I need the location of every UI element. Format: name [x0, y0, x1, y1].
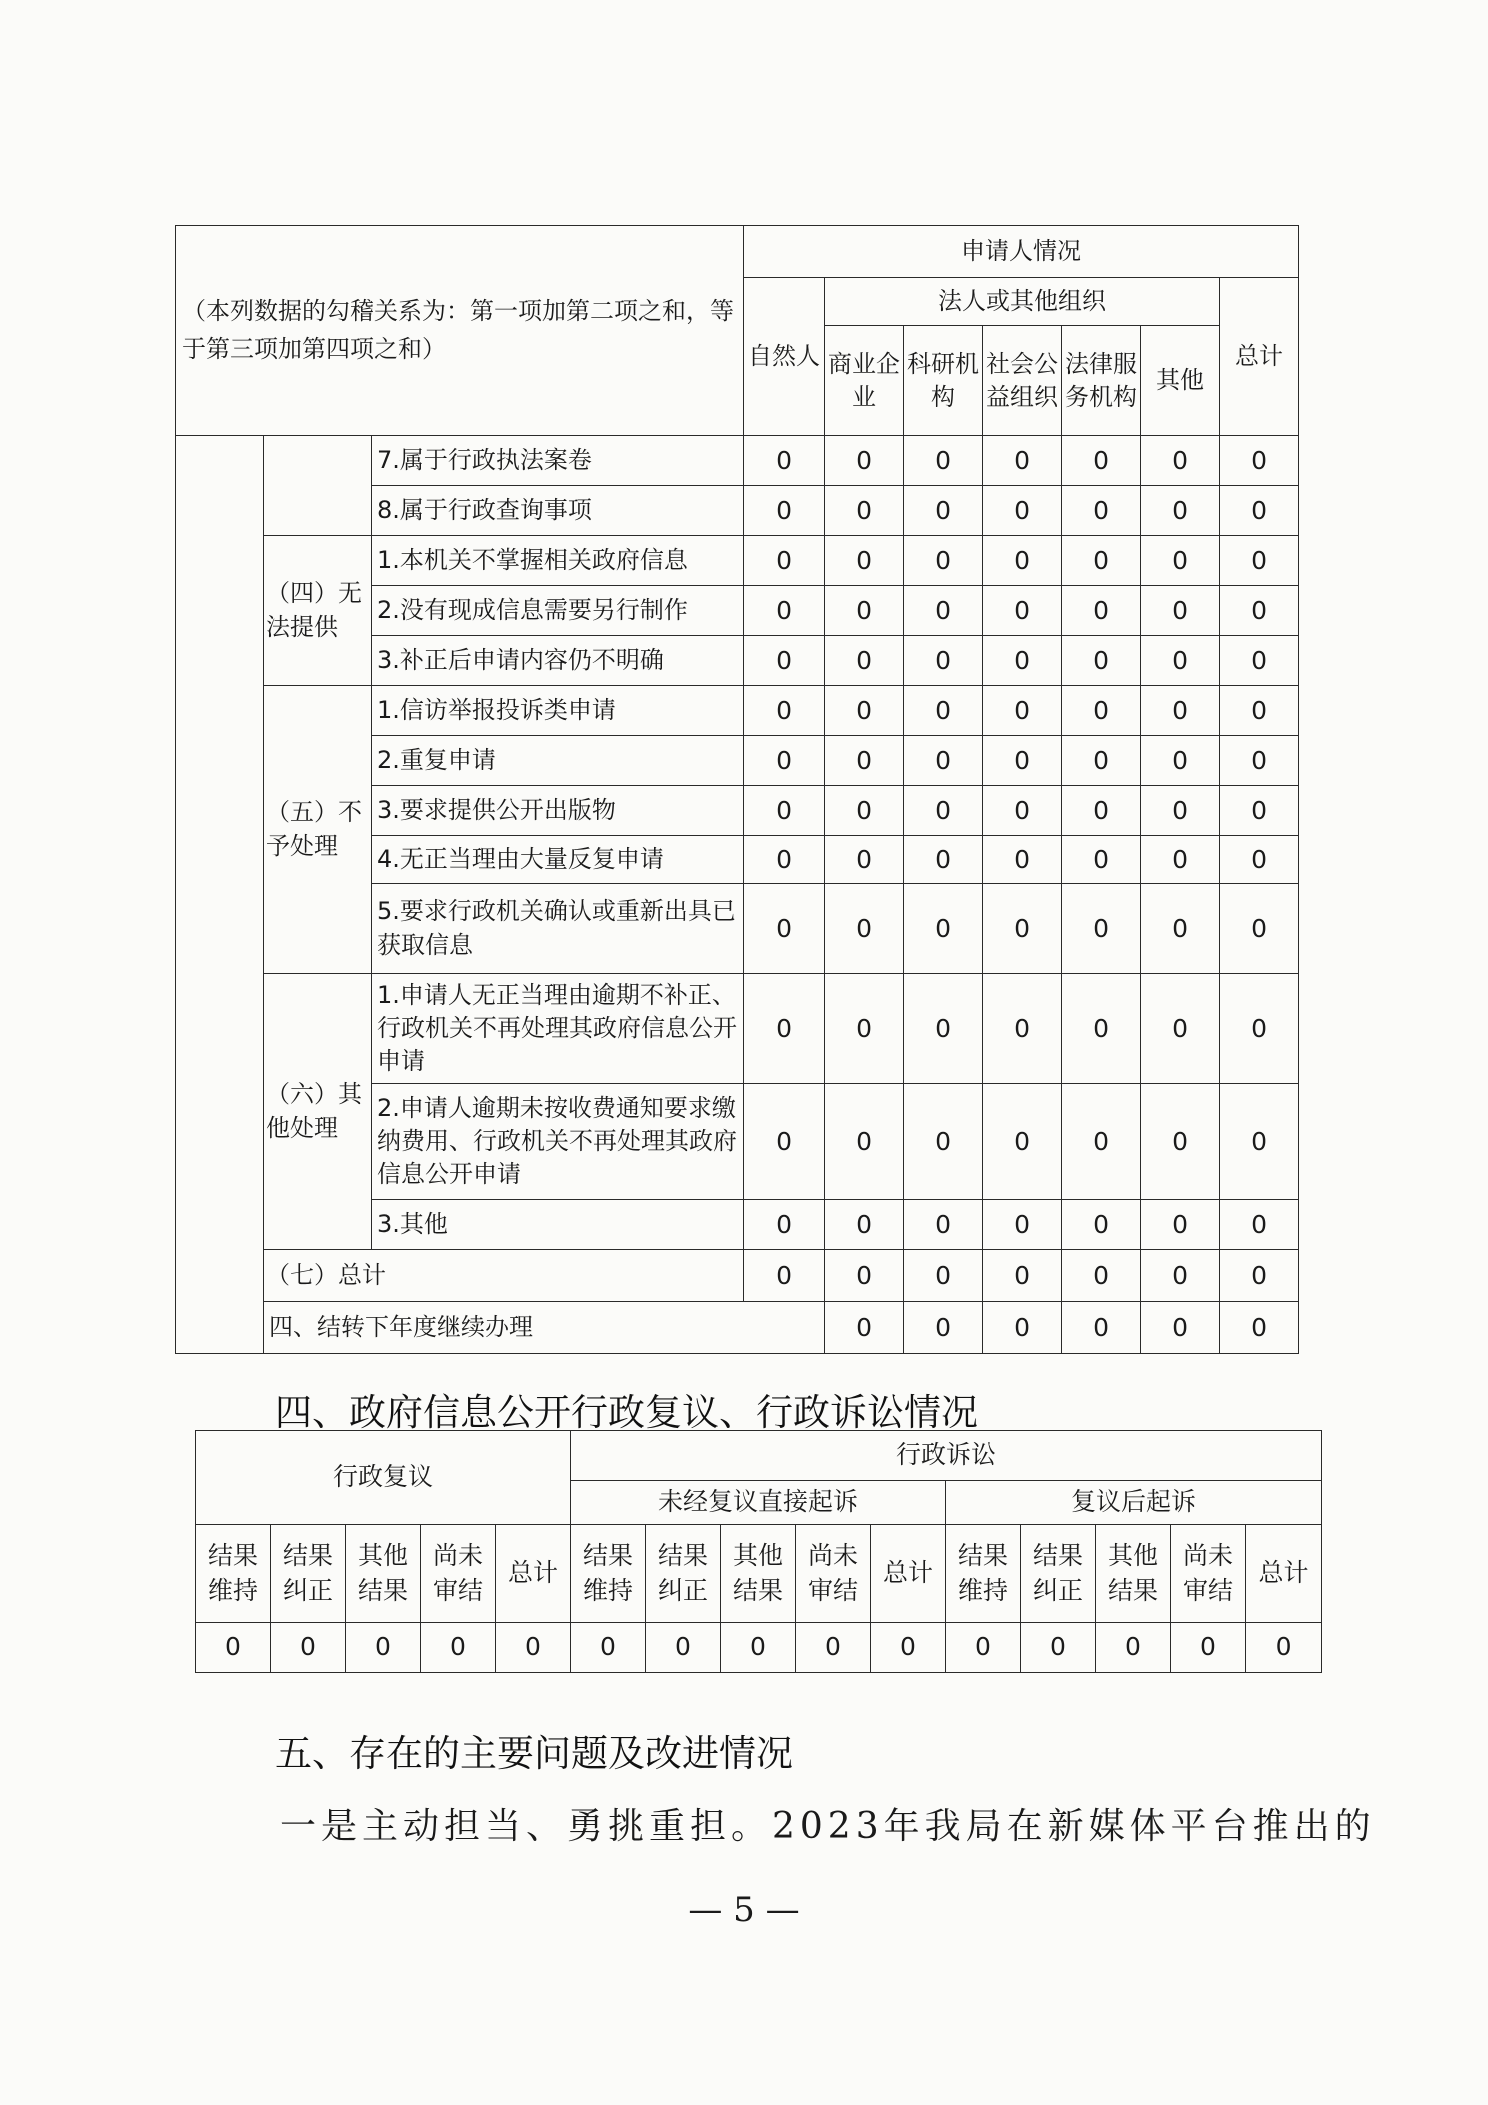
sub-header: 其他	[1141, 326, 1220, 436]
table-cell: 0	[496, 1623, 571, 1673]
table-cell: 0	[796, 1623, 871, 1673]
page-number: — 5 —	[688, 1890, 800, 1930]
row-label: 1.本机关不掌握相关政府信息	[372, 536, 744, 586]
table-cell: 0	[904, 536, 983, 586]
col-header: 结果纠正	[646, 1525, 721, 1623]
table-cell: 0	[983, 836, 1062, 884]
table-cell: 0	[904, 686, 983, 736]
carry-over-label: 四、结转下年度继续办理	[264, 1302, 825, 1354]
table-cell: 0	[1220, 586, 1299, 636]
table-cell: 0	[744, 636, 825, 686]
table-cell: 0	[1141, 536, 1220, 586]
table-cell: 0	[904, 1250, 983, 1302]
col-header: 结果维持	[571, 1525, 646, 1623]
body-paragraph: 一是主动担当、勇挑重担。2023年我局在新媒体平台推出的	[280, 1806, 1376, 1847]
table-cell: 0	[1220, 1084, 1299, 1200]
table-cell: 0	[904, 1200, 983, 1250]
group-cell-g4: （四）无法提供	[264, 536, 372, 686]
table-cell: 0	[983, 486, 1062, 536]
table-cell: 0	[1220, 974, 1299, 1084]
table-cell: 0	[904, 736, 983, 786]
table-cell: 0	[825, 786, 904, 836]
table-cell: 0	[1062, 1084, 1141, 1200]
table-cell: 0	[346, 1623, 421, 1673]
table-cell: 0	[983, 586, 1062, 636]
col-header: 总计	[871, 1525, 946, 1623]
table-cell: 0	[1141, 1084, 1220, 1200]
table-cell: 0	[1062, 636, 1141, 686]
table-cell: 0	[904, 586, 983, 636]
table-cell: 0	[1062, 884, 1141, 974]
table-cell: 0	[744, 1250, 825, 1302]
table-cell: 0	[825, 536, 904, 586]
table-cell: 0	[1220, 1302, 1299, 1354]
table-cell: 0	[983, 1200, 1062, 1250]
table-cell: 0	[825, 1084, 904, 1200]
col-header: 结果纠正	[271, 1525, 346, 1623]
col-header: 尚未审结	[1171, 1525, 1246, 1623]
admin-litigation-header: 行政诉讼	[571, 1431, 1322, 1481]
col-header: 尚未审结	[421, 1525, 496, 1623]
group-cell-g6: （六）其他处理	[264, 974, 372, 1250]
col-header: 结果维持	[196, 1525, 271, 1623]
table-cell: 0	[1141, 586, 1220, 636]
row-label: 8.属于行政查询事项	[372, 486, 744, 536]
table-cell: 0	[983, 736, 1062, 786]
table-cell: 0	[1246, 1623, 1322, 1673]
col-header: 总计	[1246, 1525, 1322, 1623]
table-cell: 0	[744, 736, 825, 786]
table-cell: 0	[825, 836, 904, 884]
table-cell: 0	[825, 486, 904, 536]
table-cell: 0	[1220, 736, 1299, 786]
table-cell: 0	[1141, 436, 1220, 486]
table-cell: 0	[983, 436, 1062, 486]
table-cell: 0	[1220, 1250, 1299, 1302]
table-cell: 0	[1096, 1623, 1171, 1673]
table-cell: 0	[983, 884, 1062, 974]
total-header: 总计	[1220, 278, 1299, 436]
table-cell: 0	[1062, 586, 1141, 636]
row-label: 2.重复申请	[372, 736, 744, 786]
section-4-heading: 四、政府信息公开行政复议、行政诉讼情况	[275, 1391, 978, 1434]
col-header: 其他结果	[1096, 1525, 1171, 1623]
sub-header: 法律服务机构	[1062, 326, 1141, 436]
table-cell: 0	[1141, 1302, 1220, 1354]
col-header: 其他结果	[346, 1525, 421, 1623]
table-cell: 0	[1062, 1200, 1141, 1250]
table-cell: 0	[744, 836, 825, 884]
table-cell: 0	[825, 974, 904, 1084]
table-cell: 0	[1171, 1623, 1246, 1673]
table-cell: 0	[744, 1084, 825, 1200]
table-cell: 0	[825, 1200, 904, 1250]
table-cell: 0	[1220, 436, 1299, 486]
table-cell: 0	[744, 786, 825, 836]
group-cell-g3	[264, 436, 372, 536]
row-label: 3.其他	[372, 1200, 744, 1250]
direct-suit-header: 未经复议直接起诉	[571, 1481, 946, 1525]
col-header: 总计	[496, 1525, 571, 1623]
table-cell: 0	[1062, 1302, 1141, 1354]
table-cell: 0	[1141, 1250, 1220, 1302]
table-cell: 0	[1141, 974, 1220, 1084]
col-header: 结果纠正	[1021, 1525, 1096, 1623]
table-cell: 0	[1141, 686, 1220, 736]
table-cell: 0	[1220, 884, 1299, 974]
row-label: 2.申请人逾期未按收费通知要求缴纳费用、行政机关不再处理其政府信息公开申请	[372, 1084, 744, 1200]
table-cell: 0	[983, 686, 1062, 736]
table-cell: 0	[983, 974, 1062, 1084]
table-cell: 0	[1062, 686, 1141, 736]
admin-review-header: 行政复议	[196, 1431, 571, 1525]
table-cell: 0	[983, 536, 1062, 586]
row-label: 3.要求提供公开出版物	[372, 786, 744, 836]
table-cell: 0	[1062, 836, 1141, 884]
row-label: 1.信访举报投诉类申请	[372, 686, 744, 736]
table-cell: 0	[983, 1250, 1062, 1302]
table-cell: 0	[983, 1302, 1062, 1354]
row-label: 3.补正后申请内容仍不明确	[372, 636, 744, 686]
table-cell: 0	[1220, 486, 1299, 536]
table-cell: 0	[1062, 536, 1141, 586]
table-cell: 0	[904, 436, 983, 486]
table-cell: 0	[1141, 884, 1220, 974]
natural-person-header: 自然人	[744, 278, 825, 436]
table-cell: 0	[421, 1623, 496, 1673]
table-cell: 0	[1062, 436, 1141, 486]
section-5-heading: 五、存在的主要问题及改进情况	[275, 1732, 793, 1775]
table-cell: 0	[1141, 486, 1220, 536]
table-cell: 0	[1062, 1250, 1141, 1302]
table-cell: 0	[983, 1084, 1062, 1200]
table-cell: 0	[1062, 486, 1141, 536]
group-cell-g5: （五）不予处理	[264, 686, 372, 974]
table-cell: 0	[1062, 786, 1141, 836]
application-handling-table	[175, 225, 1299, 1354]
table-cell: 0	[825, 586, 904, 636]
table-cell: 0	[1021, 1623, 1096, 1673]
row-label: 4.无正当理由大量反复申请	[372, 836, 744, 884]
table-cell: 0	[946, 1623, 1021, 1673]
table-cell: 0	[744, 686, 825, 736]
table-cell: 0	[904, 636, 983, 686]
table-cell: 0	[744, 436, 825, 486]
table-cell: 0	[904, 1302, 983, 1354]
table-cell: 0	[744, 536, 825, 586]
row-label: 2.没有现成信息需要另行制作	[372, 586, 744, 636]
review-litigation-table	[195, 1430, 1322, 1673]
table-cell: 0	[196, 1623, 271, 1673]
table-cell: 0	[904, 836, 983, 884]
table-cell: 0	[1062, 736, 1141, 786]
group-cell-outer	[176, 436, 264, 1354]
table-cell: 0	[1220, 1200, 1299, 1250]
sub-header: 社会公益组织	[983, 326, 1062, 436]
sub-header: 商业企业	[825, 326, 904, 436]
col-header: 其他结果	[721, 1525, 796, 1623]
applicant-header: 申请人情况	[744, 226, 1299, 278]
table-cell: 0	[904, 786, 983, 836]
table-cell: 0	[1141, 636, 1220, 686]
row-label: 7.属于行政执法案卷	[372, 436, 744, 486]
table-cell: 0	[1141, 786, 1220, 836]
legal-org-header: 法人或其他组织	[825, 278, 1220, 326]
table-cell: 0	[1220, 686, 1299, 736]
table-cell: 0	[904, 486, 983, 536]
after-review-header: 复议后起诉	[946, 1481, 1322, 1525]
table-cell: 0	[825, 884, 904, 974]
table-cell: 0	[983, 786, 1062, 836]
table-cell: 0	[744, 486, 825, 536]
table-cell: 0	[1220, 836, 1299, 884]
table-cell: 0	[825, 1302, 904, 1354]
row-label: 5.要求行政机关确认或重新出具已获取信息	[372, 884, 744, 974]
table-cell: 0	[825, 636, 904, 686]
table-cell: 0	[744, 974, 825, 1084]
table-cell: 0	[825, 686, 904, 736]
table-cell: 0	[825, 736, 904, 786]
table-cell: 0	[744, 884, 825, 974]
table-cell: 0	[983, 636, 1062, 686]
table-cell: 0	[871, 1623, 946, 1673]
table-cell: 0	[904, 884, 983, 974]
table-cell: 0	[1220, 786, 1299, 836]
table-cell: 0	[825, 436, 904, 486]
table-cell: 0	[1141, 736, 1220, 786]
col-header: 结果维持	[946, 1525, 1021, 1623]
table-cell: 0	[1220, 636, 1299, 686]
table-cell: 0	[744, 586, 825, 636]
table-note: （本列数据的勾稽关系为：第一项加第二项之和，等于第三项加第四项之和）	[176, 226, 744, 436]
table-cell: 0	[1141, 1200, 1220, 1250]
table-cell: 0	[825, 1250, 904, 1302]
table-cell: 0	[1062, 974, 1141, 1084]
row-label: 1.申请人无正当理由逾期不补正、行政机关不再处理其政府信息公开申请	[372, 974, 744, 1084]
col-header: 尚未审结	[796, 1525, 871, 1623]
table-cell: 0	[744, 1200, 825, 1250]
table-cell: 0	[271, 1623, 346, 1673]
table-cell: 0	[904, 974, 983, 1084]
table-cell: 0	[1141, 836, 1220, 884]
group-cell-g7: （七）总计	[264, 1250, 744, 1302]
table-cell: 0	[571, 1623, 646, 1673]
table-cell: 0	[904, 1084, 983, 1200]
table-cell: 0	[721, 1623, 796, 1673]
sub-header: 科研机构	[904, 326, 983, 436]
table-cell: 0	[646, 1623, 721, 1673]
table-cell: 0	[1220, 536, 1299, 586]
